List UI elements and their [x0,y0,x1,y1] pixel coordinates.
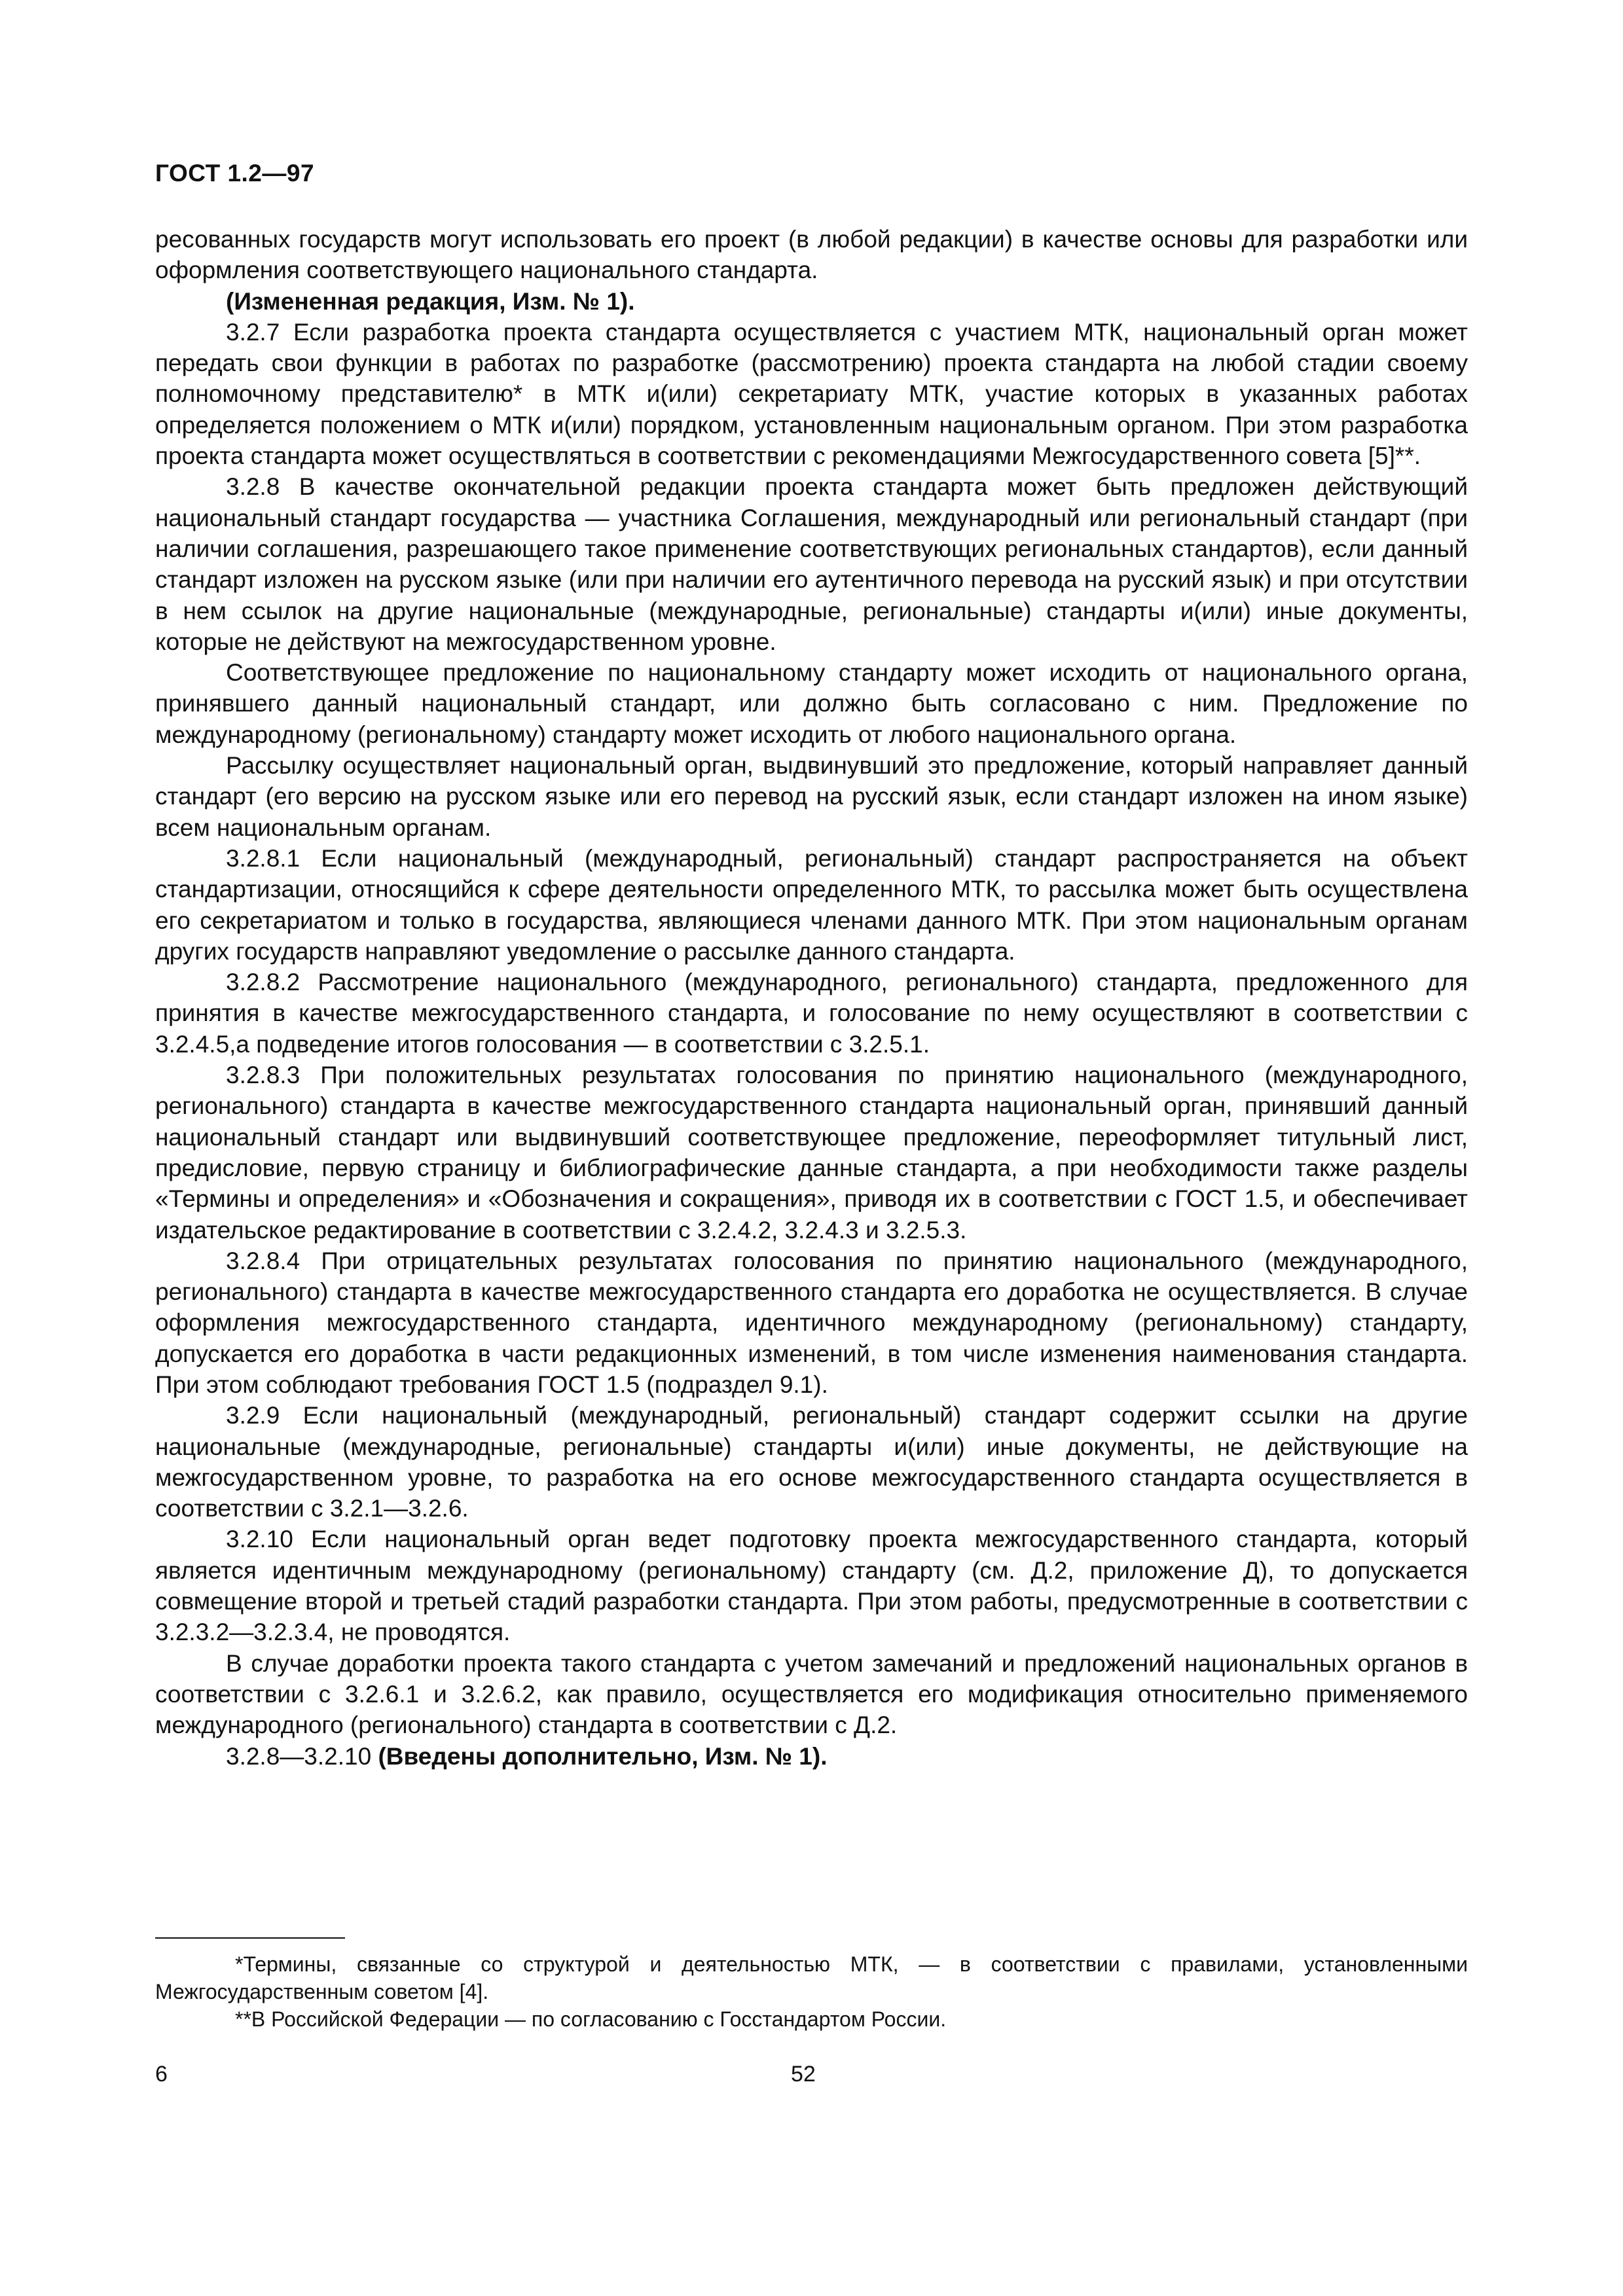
body-text [155,224,1468,1772]
paragraph: Рассылку осуществляет национальный орган, выдвинувший это предложение, который направляет данный стандарт (его версию на русском языке или его перевод на русский язык, если стандарт изложен на ином языке) всем национальным органам. [155,752,1468,841]
footnote: **В Российской Федерации — по согласованию с Госстандартом России. [235,2007,947,2031]
document-header-title: ГОСТ 1.2—97 [155,160,315,187]
paragraph: 3.2.8.2 Рассмотрение национального (международного, регионального) стандарта, предложенного для принятия в качестве межгосударственного стандарта, и голосование по нему осуществляют в соответствии с 3.2.4.5,а подведение итогов голосования — в соответствии с 3.2.5.1. [155,969,1468,1058]
paragraph: 3.2.8.1 Если национальный (международный, региональный) стандарт распространяется на объект стандартизации, относящийся к сфере деятельности определенного МТК, то рассылка может быть осуществлена его секретариатом и только в государства, являющиеся членами данного МТК. При этом национальным органам других государств направляют уведомление о рассылке данного стандарта. [155,844,1468,965]
paragraph: 3.2.10 Если национальный орган ведет подготовку проекта межгосударственного стандарта, который является идентичным международному (региональному) стандарту (см. Д.2, приложение Д), то допускается совмещение второй и третьей стадий разработки стандарта. При этом работы, предусмотренные в соответствии с 3.2.3.2—3.2.3.4, не проводятся. [155,1526,1468,1646]
paragraph: В случае доработки проекта такого стандарта с учетом замечаний и предложений национальных органов в соответствии с 3.2.6.1 и 3.2.6.2, как правило, осуществляется его модификация относительно применяемого международного (регионального) стандарта в соответствии с Д.2. [155,1649,1468,1739]
paragraph: 3.2.8 В качестве окончательной редакции проекта стандарта может быть предложен действующий национальный стандарт государства — участника Соглашения, международный или региональный стандарт (при наличии соглашения, разрешающего такое применение соответствующих региональных стандартов), если данный стандарт изложен на русском языке (или при наличии его аутентичного перевода на русский язык) и при отсутствии в нем ссылок на другие национальные (международные, региональные) стандарты и(или) иные документы, которые не действуют на межгосударственном уровне. [155,473,1468,655]
footnotes [155,1950,1468,2033]
paragraph: 3.2.9 Если национальный (международный, региональный) стандарт содержит ссылки на другие национальные (международные, региональные) стандарты и(или) иные документы, не действующие на межгосударственном уровне, то разработка на его основе межгосударственного стандарта осуществляется в соответствии с 3.2.1—3.2.6. [155,1402,1468,1522]
paragraph: Соответствующее предложение по национальному стандарту может исходить от национального органа, принявшего данный национальный стандарт, или должно быть согласовано с ним. Предложение по международному (региональному) стандарту может исходить от любого национального органа. [155,659,1468,748]
paragraph: 3.2.8.3 При положительных результатах голосования по принятию национального (международного, регионального) стандарта в качестве межгосударственного стандарта национальный орган, принявший данный национальный стандарт или выдвинувший соответствующее предложение, переоформляет титульный лист, предисловие, первую страницу и библиографические данные стандарта, а при необходимости также разделы «Термины и определения» и «Обозначения и сокращения», приводя их в соответствии с ГОСТ 1.5, и обеспечивает издательское редактирование в соответствии с 3.2.4.2, 3.2.4.3 и 3.2.5.3. [155,1062,1468,1244]
clause-range: 3.2.8—3.2.10 [226,1742,372,1770]
footnote: *Термины, связанные со структурой и деятельностью МТК, — в соответствии с правилами, установленными Межгосударственным советом [4]. [155,1952,1468,2003]
page-number-global: 52 [791,2062,816,2087]
amendment-note [155,1741,1468,1772]
paragraph: ресованных государств могут использовать его проект (в любой редакции) в качестве основы для разработки или оформления соответствующего национального стандарта. [155,226,1468,284]
paragraph: 3.2.8.4 При отрицательных результатах голосования по принятию национального (международного, регионального) стандарта в качестве межгосударственного стандарта его доработка не осуществляется. В случае оформления межгосударственного стандарта, идентичного международному (региональному) стандарту, допускается его доработка в части редакционных изменений, в том числе изменения наименования стандарта. При этом соблюдают требования ГОСТ 1.5 (подраздел 9.1). [155,1247,1468,1398]
footnote-divider [155,1937,345,1939]
paragraph: 3.2.7 Если разработка проекта стандарта осуществляется с участием МТК, национальный орган может передать свои функции в работах по разработке (рассмотрению) проекта стандарта на любой стадии своему полномочному представителю* в МТК и(или) секретариату МТК, участие которых в указанных работах определяется положением о МТК и(или) порядком, установленным национальным органом. При этом разработка проекта стандарта может осуществляться в соответствии с рекомендациями Межгосударственного совета [5]**. [155,318,1468,470]
amendment-note: (Измененная редакция, Изм. № 1). [226,287,635,315]
page-number-local: 6 [155,2062,168,2087]
amendment-label: (Введены дополнительно, Изм. № 1). [378,1742,828,1770]
